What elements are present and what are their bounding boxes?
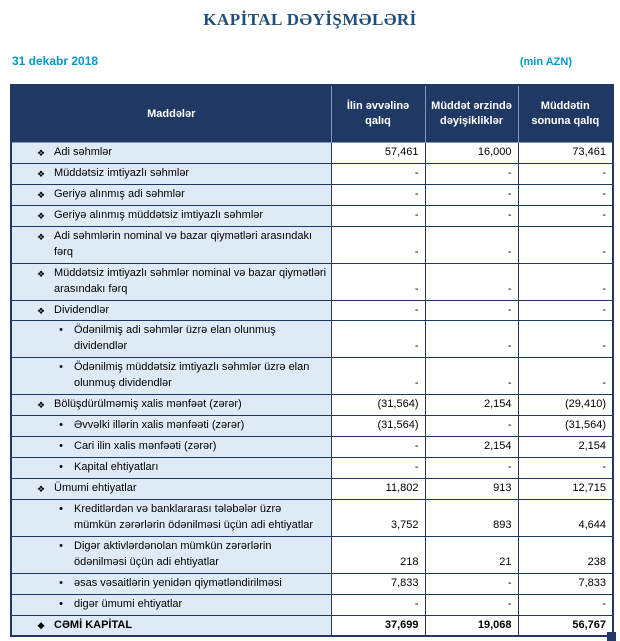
table-row — [11, 458, 613, 479]
dot-bullet-icon: • — [59, 361, 63, 374]
table-row — [11, 163, 613, 184]
row-value-cell: - — [518, 263, 613, 300]
row-label-cell — [11, 226, 331, 263]
table-body — [11, 143, 613, 637]
table-row — [11, 321, 613, 358]
row-value-cell: - — [518, 163, 613, 184]
diamond-bullet-icon: ❖ — [36, 305, 46, 316]
row-label: Kapital ehtiyatları — [74, 461, 159, 473]
row-label: Kreditlərdən və banklararası tələbələr üzrə mümkün zərərlərin ödənilməsi üçün adi ehtiyatlar — [74, 502, 314, 531]
row-label: Ödənilmiş adi səhmlər üzrə elan olunmuş dividendlər — [74, 324, 276, 353]
row-label-cell — [11, 536, 331, 573]
row-label-cell — [11, 395, 331, 416]
table-row — [11, 226, 613, 263]
table-row — [11, 395, 613, 416]
diamond-bullet-icon: ❖ — [36, 148, 46, 158]
table-header — [11, 85, 613, 143]
row-value-cell: - — [331, 184, 425, 205]
header-period-changes: Müddət ərzində dəyişikliklər — [425, 85, 518, 143]
table-row — [11, 536, 613, 573]
diamond-bullet-icon: ❖ — [36, 268, 46, 279]
row-value-cell: 11,802 — [331, 478, 425, 499]
row-value-cell: - — [425, 573, 518, 594]
row-value-cell: - — [518, 226, 613, 263]
row-value-cell: (31,564) — [331, 395, 425, 416]
row-value-cell: 7,833 — [331, 573, 425, 594]
row-label: Müddətsiz imtiyazlı səhmlər — [54, 166, 190, 179]
table-row — [11, 300, 613, 321]
meta-row — [12, 54, 610, 68]
row-label: Ödənilmiş müddətsiz imtiyazlı səhmlər üzrə elan olunmuş dividendlər — [74, 361, 310, 390]
unit-label: (min AZN) — [519, 56, 572, 68]
page-title: KAPİTAL DƏYİŞMƏLƏRİ — [203, 10, 417, 29]
row-value-cell: - — [425, 416, 518, 437]
table-row — [11, 615, 613, 636]
row-value-cell: - — [425, 321, 518, 358]
diamond-bullet-icon: ❖ — [36, 483, 46, 494]
row-value-cell: 893 — [425, 499, 518, 536]
row-value-cell: 238 — [518, 536, 613, 573]
row-value-cell: 37,699 — [331, 615, 425, 636]
row-label: Digər aktivlərdənolan mümkün zərərlərin ödənilməsi üçün adi ehtiyatlar — [74, 539, 272, 568]
row-value-cell: - — [425, 300, 518, 321]
row-value-cell: 2,154 — [518, 437, 613, 458]
diamond-bullet-icon: ❖ — [36, 168, 46, 179]
table-row — [11, 499, 613, 536]
diamond-bullet-icon: ❖ — [36, 231, 46, 242]
row-label-cell — [11, 300, 331, 321]
row-label: Əvvəlki illərin xalis mənfəəti (zərər) — [74, 419, 245, 432]
row-value-cell: (31,564) — [518, 416, 613, 437]
dot-bullet-icon: • — [59, 539, 63, 552]
row-label: Geriyə alınmış adi səhmlər — [54, 187, 185, 200]
row-value-cell: - — [425, 358, 518, 395]
table-row — [11, 143, 613, 164]
row-value-cell: - — [331, 226, 425, 263]
row-value-cell: - — [331, 263, 425, 300]
row-value-cell: 73,461 — [518, 143, 613, 164]
row-label: Dividendlər — [54, 303, 110, 316]
row-value-cell: 2,154 — [425, 437, 518, 458]
row-label: əsas vəsaitlərin yenidən qiymətləndirilməsi — [74, 576, 282, 589]
row-value-cell: 2,154 — [425, 395, 518, 416]
row-label: Ümumi ehtiyatlar — [54, 481, 137, 494]
row-label: Adi səhmlərin nominal və bazar qiymətləri arasındakı fərq — [54, 229, 313, 258]
row-label: Adi səhmlər — [54, 146, 113, 158]
header-row — [11, 85, 613, 143]
table-row — [11, 263, 613, 300]
row-value-cell: 56,767 — [518, 615, 613, 636]
row-value-cell: 19,068 — [425, 615, 518, 636]
row-value-cell: 7,833 — [518, 573, 613, 594]
table-row — [11, 573, 613, 594]
dot-bullet-icon: • — [59, 440, 63, 453]
row-value-cell: - — [331, 458, 425, 479]
row-label-cell — [11, 205, 331, 226]
row-value-cell: 57,461 — [331, 143, 425, 164]
diamond-bullet-icon: ❖ — [36, 400, 46, 411]
corner-handle — [607, 632, 616, 641]
row-label-cell — [11, 573, 331, 594]
row-value-cell: - — [331, 205, 425, 226]
row-label-cell — [11, 594, 331, 615]
row-value-cell: - — [331, 300, 425, 321]
row-label-cell — [11, 416, 331, 437]
row-label: Müddətsiz imtiyazlı səhmlər nominal və bazar qiymətləri arasındakı fərq — [54, 266, 327, 295]
dot-bullet-icon: • — [59, 419, 63, 432]
capital-changes-table-wrap — [10, 84, 612, 637]
row-value-cell: - — [518, 300, 613, 321]
row-label-cell — [11, 358, 331, 395]
row-label-cell — [11, 321, 331, 358]
dot-bullet-icon: • — [59, 597, 63, 610]
row-value-cell: - — [518, 458, 613, 479]
table-row — [11, 416, 613, 437]
table-row — [11, 184, 613, 205]
table-row — [11, 205, 613, 226]
row-label: Bölüşdürülməmiş xalis mənfəət (zərər) — [54, 398, 242, 411]
row-value-cell: - — [425, 226, 518, 263]
row-value-cell: - — [331, 163, 425, 184]
row-label-cell — [11, 478, 331, 499]
dot-bullet-icon: • — [59, 576, 63, 589]
row-label: Cari ilin xalis mənfəəti (zərər) — [74, 440, 217, 453]
row-label-cell — [11, 184, 331, 205]
row-label: CƏMİ KAPİTAL — [54, 618, 133, 631]
row-label-cell — [11, 437, 331, 458]
row-label-cell — [11, 458, 331, 479]
row-label-cell — [11, 143, 331, 164]
report-date: 31 dekabr 2018 — [12, 54, 99, 68]
diamond-bullet-icon: ❖ — [36, 620, 46, 631]
diamond-bullet-icon: ❖ — [36, 189, 46, 200]
dot-bullet-icon: • — [59, 502, 63, 515]
row-value-cell: (31,564) — [331, 416, 425, 437]
row-value-cell: - — [518, 321, 613, 358]
row-value-cell: - — [425, 458, 518, 479]
row-label-cell — [11, 163, 331, 184]
row-value-cell: - — [331, 437, 425, 458]
row-value-cell: - — [518, 205, 613, 226]
header-items: Maddələr — [11, 85, 331, 143]
row-value-cell: - — [331, 358, 425, 395]
capital-changes-table — [10, 84, 614, 637]
row-label-cell — [11, 263, 331, 300]
header-beginning-balance: İlin əvvəlinə qalıq — [331, 85, 425, 143]
row-value-cell: - — [425, 205, 518, 226]
row-value-cell: - — [425, 263, 518, 300]
dot-bullet-icon: • — [59, 324, 63, 337]
row-label: Geriyə alınmış müddətsiz imtiyazlı səhmlər — [54, 208, 264, 221]
row-label-cell — [11, 499, 331, 536]
row-value-cell: - — [425, 594, 518, 615]
diamond-bullet-icon: ❖ — [36, 210, 46, 221]
table-row — [11, 358, 613, 395]
table-row — [11, 594, 613, 615]
header-ending-balance: Müddətin sonuna qalıq — [518, 85, 613, 143]
row-value-cell: 12,715 — [518, 478, 613, 499]
row-value-cell: 21 — [425, 536, 518, 573]
row-label-cell — [11, 615, 331, 636]
dot-bullet-icon: • — [59, 461, 63, 473]
row-value-cell: - — [518, 184, 613, 205]
row-value-cell: - — [425, 184, 518, 205]
row-value-cell: 4,644 — [518, 499, 613, 536]
row-value-cell: 3,752 — [331, 499, 425, 536]
row-label: digər ümumi ehtiyatlar — [74, 597, 183, 610]
row-value-cell: 16,000 — [425, 143, 518, 164]
row-value-cell: - — [331, 321, 425, 358]
row-value-cell: 218 — [331, 536, 425, 573]
row-value-cell: (29,410) — [518, 395, 613, 416]
table-row — [11, 437, 613, 458]
table-row — [11, 478, 613, 499]
row-value-cell: - — [518, 594, 613, 615]
row-value-cell: 913 — [425, 478, 518, 499]
row-value-cell: - — [331, 594, 425, 615]
row-value-cell: - — [425, 163, 518, 184]
row-value-cell: - — [518, 358, 613, 395]
